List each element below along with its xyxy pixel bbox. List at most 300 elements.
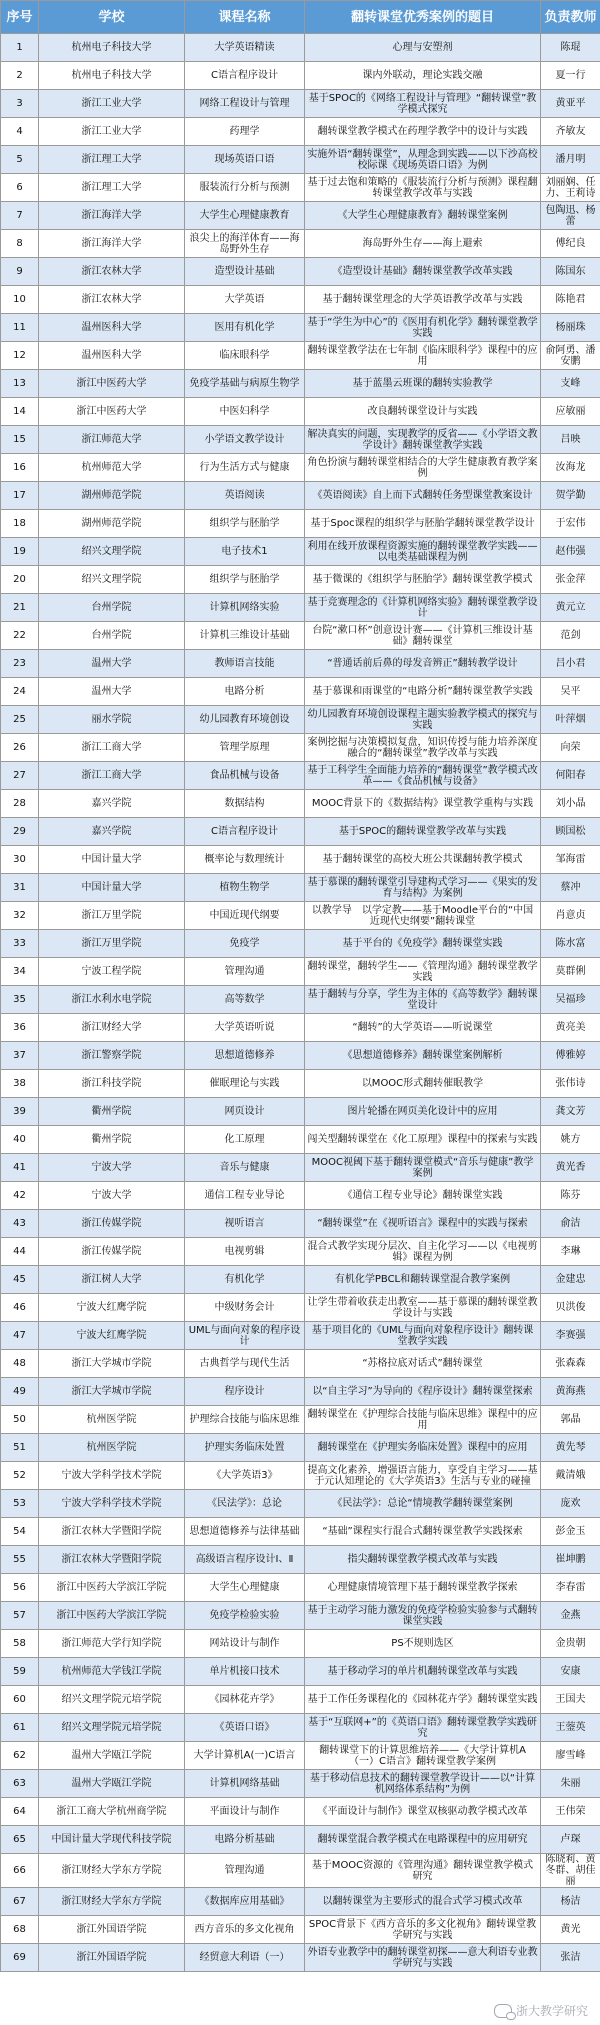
table-row: [1, 930, 600, 958]
cell-case-title: 以“自主学习”为导向的《程序设计》翻转课堂探索: [305, 1378, 541, 1406]
cell-teacher: 陈水富: [541, 930, 600, 958]
cell-teacher: 吕映: [541, 426, 600, 454]
cell-serial: 4: [1, 118, 39, 146]
cell-serial: 55: [1, 1546, 39, 1574]
cell-case-title: 心理与安塑剂: [305, 34, 541, 62]
cell-case-title: 案例挖掘与决策模拟复盘，知识传授与能力培养深度融合的“翻转课堂”教学改革与实践: [305, 734, 541, 762]
cell-teacher: 杨丽珠: [541, 314, 600, 342]
table-row: [1, 1686, 600, 1714]
table-row: [1, 202, 600, 230]
cell-teacher: 朱丽: [541, 1770, 600, 1798]
cell-teacher: 吴福珍: [541, 986, 600, 1014]
cell-serial: 31: [1, 874, 39, 902]
cell-course: 《民法学》：总论: [185, 1490, 305, 1518]
cell-school: 浙江财经大学东方学院: [39, 1854, 185, 1888]
table-row: [1, 454, 600, 482]
cell-case-title: 基于慕课的翻转课堂引导建构式学习——《果实的发育与结构》为案例: [305, 874, 541, 902]
cell-course: 中级财务会计: [185, 1294, 305, 1322]
cell-teacher: 陈晓莉、黄冬群、胡佳丽: [541, 1854, 600, 1888]
cell-school: 浙江传媒学院: [39, 1238, 185, 1266]
cell-serial: 30: [1, 846, 39, 874]
table-row: [1, 90, 600, 118]
cell-serial: 24: [1, 678, 39, 706]
cell-case-title: 解决真实的问题，实现教学的反省——《小学语文教学设计》翻转课堂教学实践: [305, 426, 541, 454]
table-row: [1, 230, 600, 258]
cell-course: 大学计算机A(一)C语言: [185, 1742, 305, 1770]
table-row: [1, 174, 600, 202]
table-row: [1, 1378, 600, 1406]
cell-course: 概率论与数理统计: [185, 846, 305, 874]
cell-school: 杭州师范大学钱江学院: [39, 1658, 185, 1686]
cell-serial: 39: [1, 1098, 39, 1126]
cell-course: 管理学原理: [185, 734, 305, 762]
table-row: [1, 1014, 600, 1042]
cell-serial: 47: [1, 1322, 39, 1350]
cell-serial: 69: [1, 1944, 39, 1972]
cell-school: 浙江工商大学杭州商学院: [39, 1798, 185, 1826]
table-row: [1, 1658, 600, 1686]
cell-teacher: 范剑: [541, 622, 600, 650]
cell-course: 网页设计: [185, 1098, 305, 1126]
cell-school: 浙江工业大学: [39, 90, 185, 118]
cell-course: 大学生心理健康教育: [185, 202, 305, 230]
cell-teacher: 汝海龙: [541, 454, 600, 482]
table-row: [1, 818, 600, 846]
cell-school: 湖州师范学院: [39, 510, 185, 538]
cell-teacher: 黄亮美: [541, 1014, 600, 1042]
table-row: [1, 594, 600, 622]
cell-course: 数据结构: [185, 790, 305, 818]
cell-case-title: 翻转课堂，翻转学生——《管理沟通》翻转课堂教学实践: [305, 958, 541, 986]
cell-course: 植物生物学: [185, 874, 305, 902]
cell-serial: 20: [1, 566, 39, 594]
cell-course: 音乐与健康: [185, 1154, 305, 1182]
cell-school: 浙江中医药大学: [39, 370, 185, 398]
cell-case-title: 《造型设计基础》翻转课堂教学改革实践: [305, 258, 541, 286]
cell-course: 高等数学: [185, 986, 305, 1014]
cell-case-title: 基于竞赛理念的《计算机网络实验》翻转课堂教学设计: [305, 594, 541, 622]
cell-case-title: 利用在线开放课程资源实施的翻转课堂教学实践——以电类基础课程为例: [305, 538, 541, 566]
table-row: [1, 510, 600, 538]
cell-case-title: 心理健康情境管理下基于翻转课堂教学探索: [305, 1574, 541, 1602]
cell-school: 浙江中医药大学: [39, 398, 185, 426]
table-row: [1, 370, 600, 398]
cell-serial: 49: [1, 1378, 39, 1406]
header-course: 课程名称: [185, 1, 305, 34]
cell-school: 浙江师范大学: [39, 426, 185, 454]
cell-school: 绍兴文理学院: [39, 538, 185, 566]
table-row: [1, 1916, 600, 1944]
table-row: [1, 118, 600, 146]
table-row: [1, 1350, 600, 1378]
cell-case-title: 《英语阅读》自上而下式翻转任务型课堂教案设计: [305, 482, 541, 510]
cell-teacher: 庞欢: [541, 1490, 600, 1518]
cell-course: 浪尖上的海洋体育——海岛野外生存: [185, 230, 305, 258]
table-row: [1, 314, 600, 342]
cell-case-title: 以MOOC形式翻转催眠教学: [305, 1070, 541, 1098]
cell-serial: 19: [1, 538, 39, 566]
cell-case-title: 课内外联动，理论实践交融: [305, 62, 541, 90]
cell-teacher: 王蓥英: [541, 1714, 600, 1742]
cell-school: 浙江外国语学院: [39, 1916, 185, 1944]
cell-case-title: 角色扮演与翻转课堂相结合的大学生健康教育教学案例: [305, 454, 541, 482]
cell-serial: 14: [1, 398, 39, 426]
cell-case-title: 翻转课堂教学法在七年制《临床眼科学》课程中的应用: [305, 342, 541, 370]
cell-school: 浙江农林大学暨阳学院: [39, 1518, 185, 1546]
cell-case-title: 基于翻转与分享，学生为主体的《高等数学》翻转课堂设计: [305, 986, 541, 1014]
table-row: [1, 650, 600, 678]
cell-course: 计算机网络实验: [185, 594, 305, 622]
cell-case-title: 基于SPOC的《网络工程设计与管理》“翻转课堂”教学模式探究: [305, 90, 541, 118]
cell-serial: 60: [1, 1686, 39, 1714]
cell-case-title: 实施外语“翻转课堂”，从理念到实践——以下沙高校校际课《现场英语口语》为例: [305, 146, 541, 174]
cell-serial: 18: [1, 510, 39, 538]
cell-serial: 6: [1, 174, 39, 202]
cell-course: 通信工程专业导论: [185, 1182, 305, 1210]
cell-case-title: “翻转”的大学英语——听说课堂: [305, 1014, 541, 1042]
cell-school: 绍兴文理学院: [39, 566, 185, 594]
table-row: [1, 342, 600, 370]
cell-case-title: 基于微课的《组织学与胚胎学》翻转课堂教学模式: [305, 566, 541, 594]
table-row: [1, 538, 600, 566]
cell-course: 有机化学: [185, 1266, 305, 1294]
cell-teacher: 黄光香: [541, 1154, 600, 1182]
table-row: [1, 622, 600, 650]
cell-school: 杭州医学院: [39, 1406, 185, 1434]
cell-teacher: 赵伟强: [541, 538, 600, 566]
cell-course: 幼儿园教育环境创设: [185, 706, 305, 734]
table-row: [1, 566, 600, 594]
cell-school: 温州医科大学: [39, 342, 185, 370]
cell-course: C语言程序设计: [185, 818, 305, 846]
table-row: [1, 1126, 600, 1154]
cell-teacher: 贝洪俊: [541, 1294, 600, 1322]
cell-case-title: 基于慕课和雨课堂的“电路分析”翻转课堂教学实践: [305, 678, 541, 706]
cell-serial: 11: [1, 314, 39, 342]
cell-teacher: 莫群俐: [541, 958, 600, 986]
cell-school: 浙江大学城市学院: [39, 1350, 185, 1378]
cell-school: 湖州师范学院: [39, 482, 185, 510]
cell-teacher: 夏一行: [541, 62, 600, 90]
table-row: [1, 1182, 600, 1210]
cell-school: 浙江中医药大学滨江学院: [39, 1574, 185, 1602]
cell-serial: 5: [1, 146, 39, 174]
cell-teacher: 黄海燕: [541, 1378, 600, 1406]
cell-teacher: 彭金玉: [541, 1518, 600, 1546]
cell-teacher: 黄先琴: [541, 1434, 600, 1462]
cell-case-title: MOOC背景下的《数据结构》课堂教学重构与实践: [305, 790, 541, 818]
cell-serial: 54: [1, 1518, 39, 1546]
table-row: [1, 1742, 600, 1770]
cell-case-title: 基于翻转课堂理念的大学英语教学改革与实践: [305, 286, 541, 314]
table-row: [1, 1406, 600, 1434]
cell-course: 免疫学: [185, 930, 305, 958]
cell-course: 古典哲学与现代生活: [185, 1350, 305, 1378]
cell-teacher: 刘小晶: [541, 790, 600, 818]
header-serial: 序号: [1, 1, 39, 34]
cell-teacher: 陈艳君: [541, 286, 600, 314]
cell-school: 宁波大学: [39, 1182, 185, 1210]
cell-teacher: 张森森: [541, 1350, 600, 1378]
cell-case-title: 图片轮播在网页美化设计中的应用: [305, 1098, 541, 1126]
cell-case-title: 基于移动信息技术的翻转课堂教学设计——以“计算机网络体系结构”为例: [305, 1770, 541, 1798]
cell-teacher: 金建忠: [541, 1266, 600, 1294]
cell-school: 中国计量大学: [39, 846, 185, 874]
cell-case-title: 有机化学PBCL和翻转课堂混合教学案例: [305, 1266, 541, 1294]
cell-serial: 17: [1, 482, 39, 510]
cell-school: 中国计量大学现代科技学院: [39, 1826, 185, 1854]
cell-course: 网站设计与制作: [185, 1630, 305, 1658]
cell-school: 宁波大学: [39, 1154, 185, 1182]
cell-school: 宁波大红鹰学院: [39, 1294, 185, 1322]
cell-course: 组织学与胚胎学: [185, 566, 305, 594]
cell-teacher: 王国夫: [541, 1686, 600, 1714]
cell-teacher: 傅纪良: [541, 230, 600, 258]
cell-case-title: 基于蓝墨云班课的翻转实验教学: [305, 370, 541, 398]
cell-serial: 28: [1, 790, 39, 818]
table-row: [1, 1574, 600, 1602]
table-row: [1, 734, 600, 762]
header-case-title: 翻转课堂优秀案例的题目: [305, 1, 541, 34]
table-row: [1, 1154, 600, 1182]
cell-serial: 32: [1, 902, 39, 930]
cell-school: 浙江工商大学: [39, 762, 185, 790]
cell-case-title: 翻转课堂教学模式在药理学教学中的设计与实践: [305, 118, 541, 146]
cell-serial: 56: [1, 1574, 39, 1602]
cell-case-title: 外语专业教学中的翻转课堂初探——意大利语专业教学研究与实践: [305, 1944, 541, 1972]
cell-serial: 40: [1, 1126, 39, 1154]
watermark-text: 浙大教学研究: [515, 2004, 588, 2018]
table-row: [1, 286, 600, 314]
cell-course: 药理学: [185, 118, 305, 146]
cell-school: 衢州学院: [39, 1126, 185, 1154]
cell-serial: 38: [1, 1070, 39, 1098]
cell-course: 医用有机化学: [185, 314, 305, 342]
cell-course: 高级语言程序设计Ⅰ、Ⅱ: [185, 1546, 305, 1574]
cell-course: UML与面向对象的程序设计: [185, 1322, 305, 1350]
cell-serial: 34: [1, 958, 39, 986]
cell-case-title: 基于项目化的《UML与面向对象程序设计》翻转课堂教学实践: [305, 1322, 541, 1350]
cell-serial: 35: [1, 986, 39, 1014]
cell-school: 浙江外国语学院: [39, 1944, 185, 1972]
table-row: [1, 874, 600, 902]
cell-serial: 53: [1, 1490, 39, 1518]
cell-course: 中国近现代纲要: [185, 902, 305, 930]
table-row: [1, 986, 600, 1014]
cell-course: 电路分析: [185, 678, 305, 706]
cell-school: 浙江树人大学: [39, 1266, 185, 1294]
cell-school: 浙江财经大学: [39, 1014, 185, 1042]
cell-teacher: 安康: [541, 1658, 600, 1686]
cell-course: 现场英语口语: [185, 146, 305, 174]
table-header: [1, 1, 600, 34]
cell-serial: 12: [1, 342, 39, 370]
cell-course: 《大学英语3》: [185, 1462, 305, 1490]
cell-course: 行为生活方式与健康: [185, 454, 305, 482]
cell-teacher: 吕小君: [541, 650, 600, 678]
cell-serial: 8: [1, 230, 39, 258]
cell-teacher: 支峰: [541, 370, 600, 398]
table-row: [1, 1714, 600, 1742]
cell-course: 网络工程设计与管理: [185, 90, 305, 118]
table-row: [1, 1294, 600, 1322]
header-row: [1, 1, 600, 34]
table-row: [1, 1770, 600, 1798]
cell-school: 温州大学: [39, 650, 185, 678]
cell-teacher: 贺学勤: [541, 482, 600, 510]
cell-teacher: 应敏丽: [541, 398, 600, 426]
table-row: [1, 1238, 600, 1266]
cell-serial: 2: [1, 62, 39, 90]
cell-serial: 16: [1, 454, 39, 482]
cell-school: 浙江海洋大学: [39, 230, 185, 258]
table-row: [1, 678, 600, 706]
table-row: [1, 1042, 600, 1070]
cell-serial: 50: [1, 1406, 39, 1434]
cell-case-title: 基于工作任务课程化的《园林花卉学》翻转课堂实践: [305, 1686, 541, 1714]
cell-school: 杭州师范大学: [39, 454, 185, 482]
cell-case-title: 幼儿园教育环境创设课程主题实验教学模式的探究与实践: [305, 706, 541, 734]
cell-case-title: 让学生带着收获走出教室——基于慕课的翻转课堂教学设计与实践: [305, 1294, 541, 1322]
cell-school: 浙江中医药大学滨江学院: [39, 1602, 185, 1630]
cell-course: 化工原理: [185, 1126, 305, 1154]
cell-teacher: 金燕: [541, 1602, 600, 1630]
cell-school: 台州学院: [39, 622, 185, 650]
cell-school: 宁波大红鹰学院: [39, 1322, 185, 1350]
cell-school: 温州医科大学: [39, 314, 185, 342]
cell-course: 管理沟通: [185, 958, 305, 986]
cell-case-title: PS不规则选区: [305, 1630, 541, 1658]
table-row: [1, 1322, 600, 1350]
cell-case-title: “基础”课程实行混合式翻转课堂教学实践探索: [305, 1518, 541, 1546]
cell-school: 浙江理工大学: [39, 146, 185, 174]
cell-case-title: 《平面设计与制作》课堂双核驱动教学模式改革: [305, 1798, 541, 1826]
table-row: [1, 1462, 600, 1490]
cell-teacher: 蔡冲: [541, 874, 600, 902]
table-row: [1, 1826, 600, 1854]
cell-course: C语言程序设计: [185, 62, 305, 90]
cell-case-title: MOOC视阈下基于翻转课堂模式“音乐与健康”教学案例: [305, 1154, 541, 1182]
cell-school: 绍兴文理学院元培学院: [39, 1686, 185, 1714]
cell-case-title: 基于SPOC的翻转课堂教学改革与实践: [305, 818, 541, 846]
table-row: [1, 258, 600, 286]
cell-school: 浙江理工大学: [39, 174, 185, 202]
cell-case-title: “翻转课堂”在《视听语言》课程中的实践与探索: [305, 1210, 541, 1238]
cell-teacher: 包陶迅、杨蕾: [541, 202, 600, 230]
cell-school: 温州大学瓯江学院: [39, 1770, 185, 1798]
cell-serial: 63: [1, 1770, 39, 1798]
cell-course: 程序设计: [185, 1378, 305, 1406]
cell-school: 浙江水利水电学院: [39, 986, 185, 1014]
table-row: [1, 1944, 600, 1972]
cell-school: 浙江农林大学: [39, 286, 185, 314]
cell-serial: 66: [1, 1854, 39, 1888]
cell-teacher: 卢琛: [541, 1826, 600, 1854]
cell-school: 绍兴文理学院元培学院: [39, 1714, 185, 1742]
cell-teacher: 于宏伟: [541, 510, 600, 538]
cell-course: 护理综合技能与临床思维: [185, 1406, 305, 1434]
cell-case-title: 《通信工程专业导论》翻转课堂实践: [305, 1182, 541, 1210]
cell-teacher: 王伟荣: [541, 1798, 600, 1826]
cell-case-title: 海岛野外生存——海上避索: [305, 230, 541, 258]
cell-serial: 25: [1, 706, 39, 734]
cell-serial: 43: [1, 1210, 39, 1238]
cell-teacher: 陈国东: [541, 258, 600, 286]
cell-course: 大学生心理健康: [185, 1574, 305, 1602]
table-row: [1, 958, 600, 986]
cell-case-title: 翻转课堂下的计算思维培养——《大学计算机A（一）C语言》翻转课堂教学案例: [305, 1742, 541, 1770]
cell-case-title: 基于平台的《免疫学》翻转课堂实践: [305, 930, 541, 958]
cell-teacher: 陈芬: [541, 1182, 600, 1210]
cell-teacher: 金贵朝: [541, 1630, 600, 1658]
cell-school: 浙江财经大学东方学院: [39, 1888, 185, 1916]
cell-case-title: 《民法学》：总论“情境教学翻转课堂案例: [305, 1490, 541, 1518]
cell-teacher: 叶萍烟: [541, 706, 600, 734]
cell-school: 浙江科技学院: [39, 1070, 185, 1098]
table-row: [1, 1098, 600, 1126]
cell-serial: 64: [1, 1798, 39, 1826]
cell-course: 大学英语听说: [185, 1014, 305, 1042]
cell-case-title: 基于主动学习能力激发的免疫学检验实验参与式翻转课堂实践: [305, 1602, 541, 1630]
table-row: [1, 1490, 600, 1518]
cell-course: 电路分析基础: [185, 1826, 305, 1854]
cell-course: 催眠理论与实践: [185, 1070, 305, 1098]
cell-case-title: 基于“互联网+”的《英语口语》翻转课堂教学实践研究: [305, 1714, 541, 1742]
cell-case-title: 《思想道德修养》翻转课堂案例解析: [305, 1042, 541, 1070]
cell-serial: 26: [1, 734, 39, 762]
cell-teacher: 俞阿勇、潘安鹏: [541, 342, 600, 370]
cell-serial: 42: [1, 1182, 39, 1210]
cell-serial: 22: [1, 622, 39, 650]
cell-course: 经贸意大利语（一）: [185, 1944, 305, 1972]
cell-course: 组织学与胚胎学: [185, 510, 305, 538]
table-row: [1, 762, 600, 790]
cell-school: 宁波工程学院: [39, 958, 185, 986]
cell-teacher: 李春雷: [541, 1574, 600, 1602]
cell-case-title: 基于移动学习的单片机翻转课堂改革与实践: [305, 1658, 541, 1686]
cell-course: 护理实务临床处置: [185, 1434, 305, 1462]
cell-teacher: 崔坤鹏: [541, 1546, 600, 1574]
cell-teacher: 戴清娥: [541, 1462, 600, 1490]
cell-case-title: 以教学导 以学定教——基于Moodle平台的“中国近现代史纲要”翻转课堂: [305, 902, 541, 930]
cell-teacher: 顾国松: [541, 818, 600, 846]
cell-serial: 68: [1, 1916, 39, 1944]
table-row: [1, 1630, 600, 1658]
cell-school: 浙江警察学院: [39, 1042, 185, 1070]
cell-course: 《园林花卉学》: [185, 1686, 305, 1714]
cell-course: 思想道德修养: [185, 1042, 305, 1070]
table-row: [1, 1210, 600, 1238]
cell-serial: 1: [1, 34, 39, 62]
cell-course: 造型设计基础: [185, 258, 305, 286]
cell-serial: 27: [1, 762, 39, 790]
cell-serial: 44: [1, 1238, 39, 1266]
cell-course: 平面设计与制作: [185, 1798, 305, 1826]
cell-course: 小学语文教学设计: [185, 426, 305, 454]
cell-case-title: 基于翻转课堂的高校大班公共课翻转教学模式: [305, 846, 541, 874]
cell-case-title: 基于“学生为中心”的《医用有机化学》翻转课堂教学实践: [305, 314, 541, 342]
cell-teacher: 刘丽娴、任力、王莉诗: [541, 174, 600, 202]
cell-teacher: 黄光: [541, 1916, 600, 1944]
cell-course: 管理沟通: [185, 1854, 305, 1888]
cell-school: 衢州学院: [39, 1098, 185, 1126]
cell-teacher: 廖雪峰: [541, 1742, 600, 1770]
cell-case-title: SPOC背景下《西方音乐的多文化视角》翻转课堂教学研究与实践: [305, 1916, 541, 1944]
cell-teacher: 黄元立: [541, 594, 600, 622]
table-row: [1, 482, 600, 510]
cell-school: 温州大学: [39, 678, 185, 706]
cell-course: 思想道德修养与法律基础: [185, 1518, 305, 1546]
